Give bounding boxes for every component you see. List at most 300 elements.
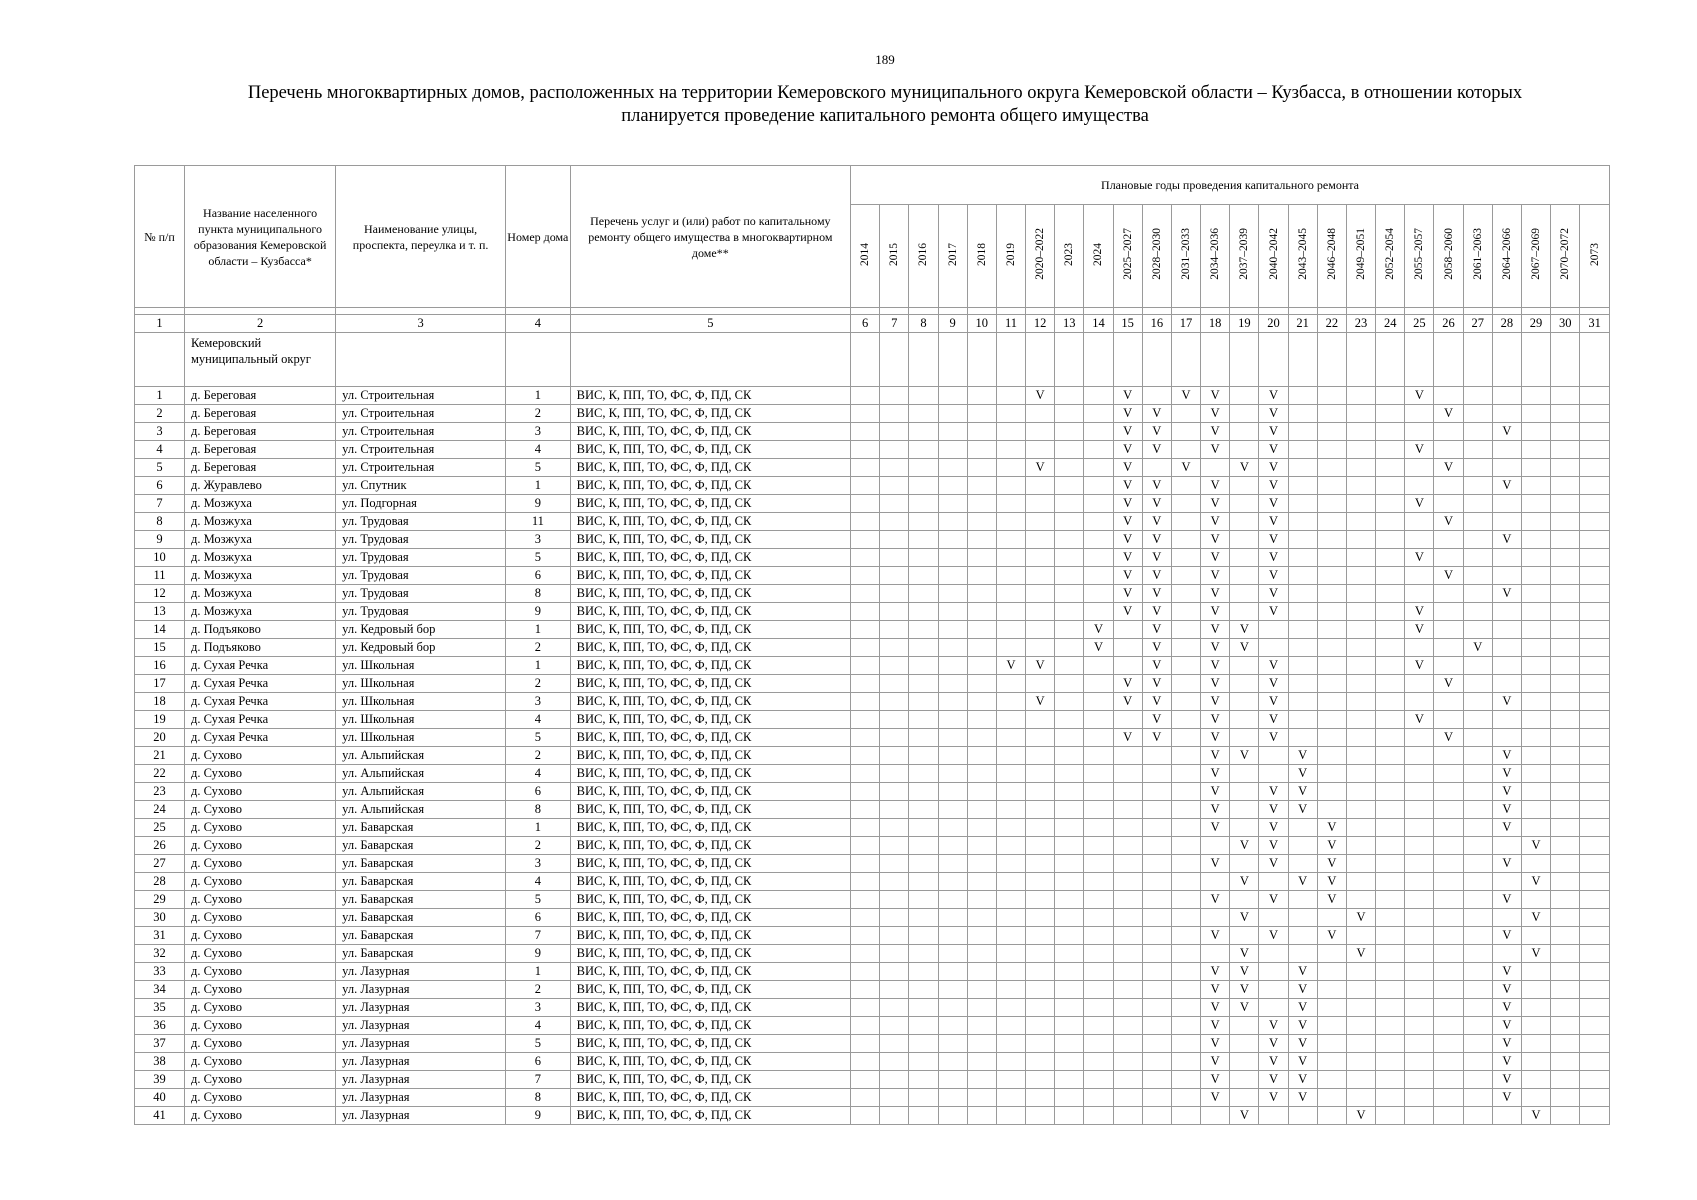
row-settlement: д. Подъяково (185, 639, 336, 657)
repair-mark: V (1230, 909, 1259, 927)
year-cell (1026, 405, 1055, 423)
section-cell (1055, 333, 1084, 387)
repair-mark: V (1259, 1089, 1288, 1107)
year-cell (1084, 819, 1113, 837)
repair-mark: V (1259, 837, 1288, 855)
row-services: ВИС, К, ПП, ТО, ФС, Ф, ПД, СК (570, 999, 850, 1017)
row-street: ул. Лазурная (336, 981, 506, 999)
year-cell (967, 621, 996, 639)
row-house: 3 (506, 999, 571, 1017)
table-row (135, 837, 1610, 855)
repair-mark: V (1288, 999, 1317, 1017)
row-services: ВИС, К, ПП, ТО, ФС, Ф, ПД, СК (570, 909, 850, 927)
year-cell (938, 765, 967, 783)
year-cell (1317, 459, 1346, 477)
year-cell (1171, 855, 1200, 873)
row-services: ВИС, К, ПП, ТО, ФС, Ф, ПД, СК (570, 945, 850, 963)
repair-mark: V (1346, 945, 1375, 963)
row-number: 18 (135, 693, 185, 711)
gap-cell (1230, 308, 1259, 315)
row-number: 8 (135, 513, 185, 531)
header-year-label: 2018 (975, 242, 988, 266)
year-cell (967, 693, 996, 711)
year-cell (1346, 873, 1375, 891)
year-cell (1405, 855, 1434, 873)
year-cell (938, 531, 967, 549)
header-year (1288, 205, 1317, 308)
row-street: ул. Строительная (336, 423, 506, 441)
year-cell (1026, 963, 1055, 981)
row-number: 27 (135, 855, 185, 873)
year-cell (1084, 1089, 1113, 1107)
gap-cell (909, 308, 938, 315)
year-cell (1434, 1017, 1463, 1035)
row-settlement: д. Сухово (185, 837, 336, 855)
year-cell (1317, 513, 1346, 531)
year-cell (1551, 1071, 1580, 1089)
year-cell (938, 963, 967, 981)
year-cell (1376, 801, 1405, 819)
year-cell (1142, 1071, 1171, 1089)
year-cell (996, 603, 1025, 621)
year-cell (1492, 1107, 1521, 1125)
year-cell (1113, 801, 1142, 819)
year-cell (1551, 423, 1580, 441)
repair-mark: V (1259, 927, 1288, 945)
year-cell (909, 1017, 938, 1035)
row-street: ул. Лазурная (336, 1089, 506, 1107)
year-cell (1346, 693, 1375, 711)
year-cell (1376, 693, 1405, 711)
year-cell (1463, 981, 1492, 999)
year-cell (909, 639, 938, 657)
table-row (135, 729, 1610, 747)
year-cell (1317, 693, 1346, 711)
year-cell (1492, 639, 1521, 657)
year-cell (1171, 999, 1200, 1017)
year-cell (1055, 495, 1084, 513)
repair-mark: V (1113, 459, 1142, 477)
year-cell (967, 1017, 996, 1035)
year-cell (1201, 1107, 1230, 1125)
header-year (851, 205, 880, 308)
year-cell (1288, 855, 1317, 873)
year-cell (1492, 513, 1521, 531)
year-cell (1405, 819, 1434, 837)
header-year-label: 2058–2060 (1442, 228, 1455, 280)
repair-mark: V (1288, 981, 1317, 999)
year-cell (1084, 1035, 1113, 1053)
year-cell (1434, 657, 1463, 675)
repair-mark: V (1142, 657, 1171, 675)
year-cell (1405, 837, 1434, 855)
section-cell (1346, 333, 1375, 387)
year-cell (1055, 963, 1084, 981)
year-cell (1551, 747, 1580, 765)
year-cell (1521, 1071, 1550, 1089)
row-services: ВИС, К, ПП, ТО, ФС, Ф, ПД, СК (570, 711, 850, 729)
year-cell (1026, 441, 1055, 459)
year-cell (909, 963, 938, 981)
year-cell (1580, 1035, 1610, 1053)
repair-mark: V (1259, 1035, 1288, 1053)
year-cell (996, 855, 1025, 873)
year-cell (1551, 783, 1580, 801)
row-street: ул. Альпийская (336, 765, 506, 783)
year-cell (967, 405, 996, 423)
year-cell (1171, 441, 1200, 459)
year-cell (1230, 819, 1259, 837)
year-cell (1288, 459, 1317, 477)
year-cell (1026, 783, 1055, 801)
year-cell (1026, 1035, 1055, 1053)
year-cell (1434, 639, 1463, 657)
year-cell (938, 1053, 967, 1071)
row-settlement: д. Сухово (185, 1017, 336, 1035)
year-cell (1346, 1017, 1375, 1035)
year-cell (1376, 819, 1405, 837)
year-cell (1434, 837, 1463, 855)
year-cell (1346, 1053, 1375, 1071)
section-cell (570, 333, 850, 387)
year-cell (1084, 1053, 1113, 1071)
year-cell (1346, 441, 1375, 459)
year-cell (1171, 603, 1200, 621)
repair-mark: V (1288, 1071, 1317, 1089)
header-year (1551, 205, 1580, 308)
year-cell (1288, 585, 1317, 603)
section-cell (1492, 333, 1521, 387)
year-cell (1171, 621, 1200, 639)
repair-mark: V (1492, 1089, 1521, 1107)
row-services: ВИС, К, ПП, ТО, ФС, Ф, ПД, СК (570, 693, 850, 711)
column-number: 23 (1346, 315, 1375, 333)
row-services: ВИС, К, ПП, ТО, ФС, Ф, ПД, СК (570, 873, 850, 891)
year-cell (851, 531, 880, 549)
year-cell (880, 405, 909, 423)
year-cell (1171, 963, 1200, 981)
year-cell (996, 963, 1025, 981)
year-cell (1463, 999, 1492, 1017)
row-street: ул. Кедровый бор (336, 621, 506, 639)
year-cell (1405, 693, 1434, 711)
header-year-label: 2016 (917, 242, 930, 266)
row-house: 4 (506, 765, 571, 783)
year-cell (1171, 819, 1200, 837)
year-cell (851, 729, 880, 747)
year-cell (1434, 1035, 1463, 1053)
repair-mark: V (1259, 657, 1288, 675)
gap-cell (570, 308, 850, 315)
repair-mark: V (1230, 837, 1259, 855)
year-cell (1405, 999, 1434, 1017)
year-cell (1026, 585, 1055, 603)
year-cell (880, 783, 909, 801)
year-cell (851, 693, 880, 711)
row-number: 15 (135, 639, 185, 657)
header-years-group: Плановые годы проведения капитального ремонта (851, 166, 1610, 205)
row-services: ВИС, К, ПП, ТО, ФС, Ф, ПД, СК (570, 441, 850, 459)
year-cell (1463, 909, 1492, 927)
year-cell (909, 765, 938, 783)
repair-mark: V (1405, 387, 1434, 405)
repair-mark: V (1259, 783, 1288, 801)
row-number: 17 (135, 675, 185, 693)
table-row (135, 801, 1610, 819)
table-row (135, 675, 1610, 693)
year-cell (1201, 945, 1230, 963)
year-cell (880, 567, 909, 585)
header-year (1142, 205, 1171, 308)
year-cell (1055, 873, 1084, 891)
gap-cell (1171, 308, 1200, 315)
year-cell (880, 981, 909, 999)
repair-mark: V (1288, 1017, 1317, 1035)
row-services: ВИС, К, ПП, ТО, ФС, Ф, ПД, СК (570, 729, 850, 747)
row-settlement: д. Сухово (185, 783, 336, 801)
year-cell (1551, 927, 1580, 945)
repair-mark: V (1201, 495, 1230, 513)
repair-mark: V (1492, 531, 1521, 549)
year-cell (1142, 801, 1171, 819)
year-cell (938, 549, 967, 567)
year-cell (967, 891, 996, 909)
year-cell (1580, 873, 1610, 891)
year-cell (1434, 531, 1463, 549)
row-number: 21 (135, 747, 185, 765)
header-year (1376, 205, 1405, 308)
repair-mark: V (1346, 909, 1375, 927)
year-cell (1521, 999, 1550, 1017)
year-cell (1434, 945, 1463, 963)
row-services: ВИС, К, ПП, ТО, ФС, Ф, ПД, СК (570, 801, 850, 819)
header-street: Наименование улицы, проспекта, переулка и т. п. (336, 166, 506, 308)
section-cell (880, 333, 909, 387)
year-cell (1055, 549, 1084, 567)
year-cell (1084, 999, 1113, 1017)
year-cell (1405, 1017, 1434, 1035)
year-cell (1580, 477, 1610, 495)
year-cell (1376, 1035, 1405, 1053)
repair-mark: V (1201, 675, 1230, 693)
year-cell (1492, 657, 1521, 675)
year-cell (1288, 603, 1317, 621)
repair-mark: V (1230, 621, 1259, 639)
year-cell (1230, 765, 1259, 783)
year-cell (880, 549, 909, 567)
year-cell (1521, 477, 1550, 495)
repair-mark: V (1259, 855, 1288, 873)
year-cell (909, 1071, 938, 1089)
year-cell (1317, 531, 1346, 549)
year-cell (967, 567, 996, 585)
year-cell (1346, 963, 1375, 981)
year-cell (1230, 891, 1259, 909)
year-cell (1055, 1053, 1084, 1071)
year-cell (1084, 1107, 1113, 1125)
gap-cell (996, 308, 1025, 315)
year-cell (1346, 621, 1375, 639)
year-cell (1084, 387, 1113, 405)
year-cell (938, 981, 967, 999)
year-cell (851, 639, 880, 657)
row-services: ВИС, К, ПП, ТО, ФС, Ф, ПД, СК (570, 837, 850, 855)
repair-mark: V (1201, 567, 1230, 585)
row-services: ВИС, К, ПП, ТО, ФС, Ф, ПД, СК (570, 423, 850, 441)
year-cell (1288, 711, 1317, 729)
header-year (1405, 205, 1434, 308)
row-number: 34 (135, 981, 185, 999)
repair-mark: V (1142, 549, 1171, 567)
year-cell (1026, 1017, 1055, 1035)
year-cell (1171, 837, 1200, 855)
year-cell (1026, 747, 1055, 765)
year-cell (851, 1107, 880, 1125)
year-cell (1492, 567, 1521, 585)
repair-mark: V (996, 657, 1025, 675)
year-cell (1346, 819, 1375, 837)
year-cell (1230, 1017, 1259, 1035)
year-cell (1171, 567, 1200, 585)
year-cell (1230, 729, 1259, 747)
year-cell (996, 459, 1025, 477)
row-street: ул. Лазурная (336, 999, 506, 1017)
year-cell (938, 891, 967, 909)
section-cell (1230, 333, 1259, 387)
repair-mark: V (1288, 801, 1317, 819)
row-number: 23 (135, 783, 185, 801)
year-cell (1492, 837, 1521, 855)
repair-mark: V (1259, 819, 1288, 837)
year-cell (880, 639, 909, 657)
row-house: 7 (506, 1071, 571, 1089)
table-row (135, 459, 1610, 477)
row-number: 19 (135, 711, 185, 729)
year-cell (1113, 909, 1142, 927)
year-cell (851, 675, 880, 693)
year-cell (851, 783, 880, 801)
year-cell (909, 729, 938, 747)
repair-mark: V (1259, 513, 1288, 531)
year-cell (967, 855, 996, 873)
year-cell (909, 585, 938, 603)
table-body (135, 387, 1610, 1125)
year-cell (1026, 621, 1055, 639)
year-cell (880, 513, 909, 531)
column-number: 29 (1521, 315, 1550, 333)
year-cell (996, 387, 1025, 405)
year-cell (1463, 603, 1492, 621)
year-cell (909, 513, 938, 531)
year-cell (1346, 423, 1375, 441)
year-cell (1580, 693, 1610, 711)
year-cell (938, 513, 967, 531)
year-cell (1055, 657, 1084, 675)
gap-cell (135, 308, 185, 315)
year-cell (1317, 999, 1346, 1017)
section-cell (851, 333, 880, 387)
row-street: ул. Школьная (336, 657, 506, 675)
year-cell (1084, 477, 1113, 495)
year-cell (1551, 585, 1580, 603)
row-house: 2 (506, 405, 571, 423)
year-cell (1142, 891, 1171, 909)
repair-mark: V (1142, 711, 1171, 729)
year-cell (996, 567, 1025, 585)
gap-cell (1521, 308, 1550, 315)
year-cell (1376, 513, 1405, 531)
year-cell (909, 477, 938, 495)
repair-mark: V (1492, 783, 1521, 801)
year-cell (996, 693, 1025, 711)
row-number: 5 (135, 459, 185, 477)
repair-mark: V (1201, 513, 1230, 531)
year-cell (1580, 495, 1610, 513)
year-cell (1551, 549, 1580, 567)
year-cell (996, 531, 1025, 549)
year-cell (938, 927, 967, 945)
year-cell (1026, 1107, 1055, 1125)
year-cell (1346, 855, 1375, 873)
table-row (135, 513, 1610, 531)
year-cell (1171, 495, 1200, 513)
year-cell (1055, 513, 1084, 531)
year-cell (1405, 423, 1434, 441)
year-cell (1142, 819, 1171, 837)
year-cell (1521, 729, 1550, 747)
year-cell (1230, 1089, 1259, 1107)
year-cell (1230, 783, 1259, 801)
row-services: ВИС, К, ПП, ТО, ФС, Ф, ПД, СК (570, 459, 850, 477)
year-cell (996, 747, 1025, 765)
row-street: ул. Баварская (336, 873, 506, 891)
row-house: 7 (506, 927, 571, 945)
table-row (135, 909, 1610, 927)
year-cell (967, 1035, 996, 1053)
year-cell (1463, 1071, 1492, 1089)
year-cell (1026, 909, 1055, 927)
year-cell (1055, 855, 1084, 873)
year-cell (1317, 747, 1346, 765)
year-cell (938, 801, 967, 819)
table-row (135, 531, 1610, 549)
repair-mark: V (1317, 891, 1346, 909)
year-cell (909, 783, 938, 801)
repair-mark: V (1259, 711, 1288, 729)
row-house: 2 (506, 837, 571, 855)
year-cell (1259, 981, 1288, 999)
year-cell (1551, 837, 1580, 855)
year-cell (996, 711, 1025, 729)
year-cell (1026, 981, 1055, 999)
column-number: 26 (1434, 315, 1463, 333)
table-row (135, 495, 1610, 513)
repair-mark: V (1259, 531, 1288, 549)
year-cell (1171, 639, 1200, 657)
row-street: ул. Подгорная (336, 495, 506, 513)
row-number: 6 (135, 477, 185, 495)
year-cell (1434, 495, 1463, 513)
row-number: 31 (135, 927, 185, 945)
year-cell (1084, 981, 1113, 999)
year-cell (1492, 387, 1521, 405)
year-cell (1171, 891, 1200, 909)
year-cell (1463, 405, 1492, 423)
section-cell (1551, 333, 1580, 387)
year-cell (996, 999, 1025, 1017)
row-house: 3 (506, 423, 571, 441)
repair-mark: V (1288, 1089, 1317, 1107)
